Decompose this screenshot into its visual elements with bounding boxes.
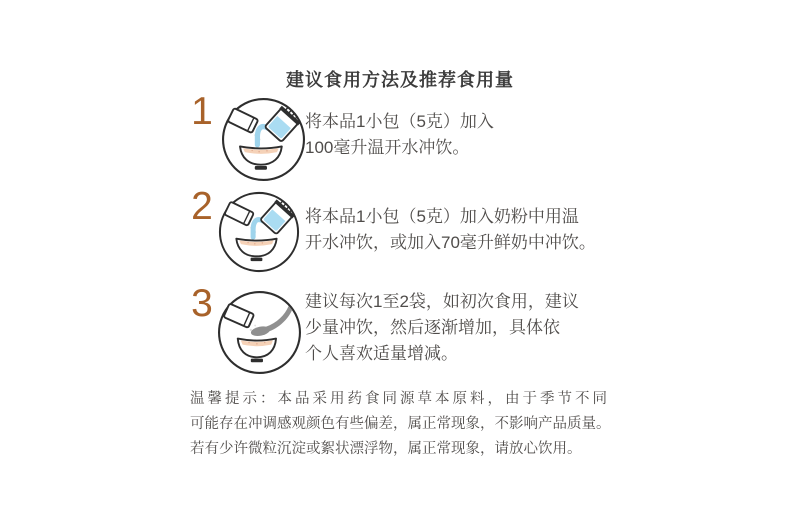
step-3-description: [305, 289, 579, 367]
step-1-illustration: [220, 96, 307, 183]
step-3-number: 3: [191, 282, 213, 325]
step-3-illustration: [216, 289, 303, 376]
step-2-number: 2: [191, 185, 213, 228]
pour-into-bowl-icon: [217, 190, 301, 274]
step-1-description: [305, 109, 494, 161]
step-2-line-1: 将本品1小包（5克）加入奶粉中用温: [305, 207, 579, 226]
warm-tip-line-1: 温馨提示：本品采用药食同源草本原料，由于季节不同: [190, 391, 610, 407]
step-1-number: 1: [191, 90, 213, 133]
warm-tip-line-3: 若有少许微粒沉淀或絮状漂浮物，属正常现象，请放心饮用。: [190, 441, 582, 457]
step-3-line-1: 建议每次1至2袋，如初次食用，建议: [305, 292, 579, 311]
page-title: 建议食用方法及推荐食用量: [286, 70, 514, 90]
spoon-over-bowl-icon: [216, 289, 303, 376]
step-2-description: [305, 204, 596, 256]
step-1-line-1: 将本品1小包（5克）加入: [305, 112, 494, 131]
warm-tip: [190, 387, 611, 462]
step-2-illustration: [217, 190, 301, 274]
step-3-line-3: 个人喜欢适量增减。: [305, 344, 458, 363]
step-1-line-2: 100毫升温开水冲饮。: [305, 138, 470, 157]
step-2-line-2: 开水冲饮，或加入70毫升鲜奶中冲饮。: [305, 233, 596, 252]
pour-into-bowl-icon: [220, 96, 307, 183]
step-3-line-2: 少量冲饮，然后逐渐增加，具体依: [305, 318, 560, 337]
warm-tip-line-2: 可能存在冲调感观颜色有些偏差，属正常现象，不影响产品质量。: [190, 416, 611, 432]
